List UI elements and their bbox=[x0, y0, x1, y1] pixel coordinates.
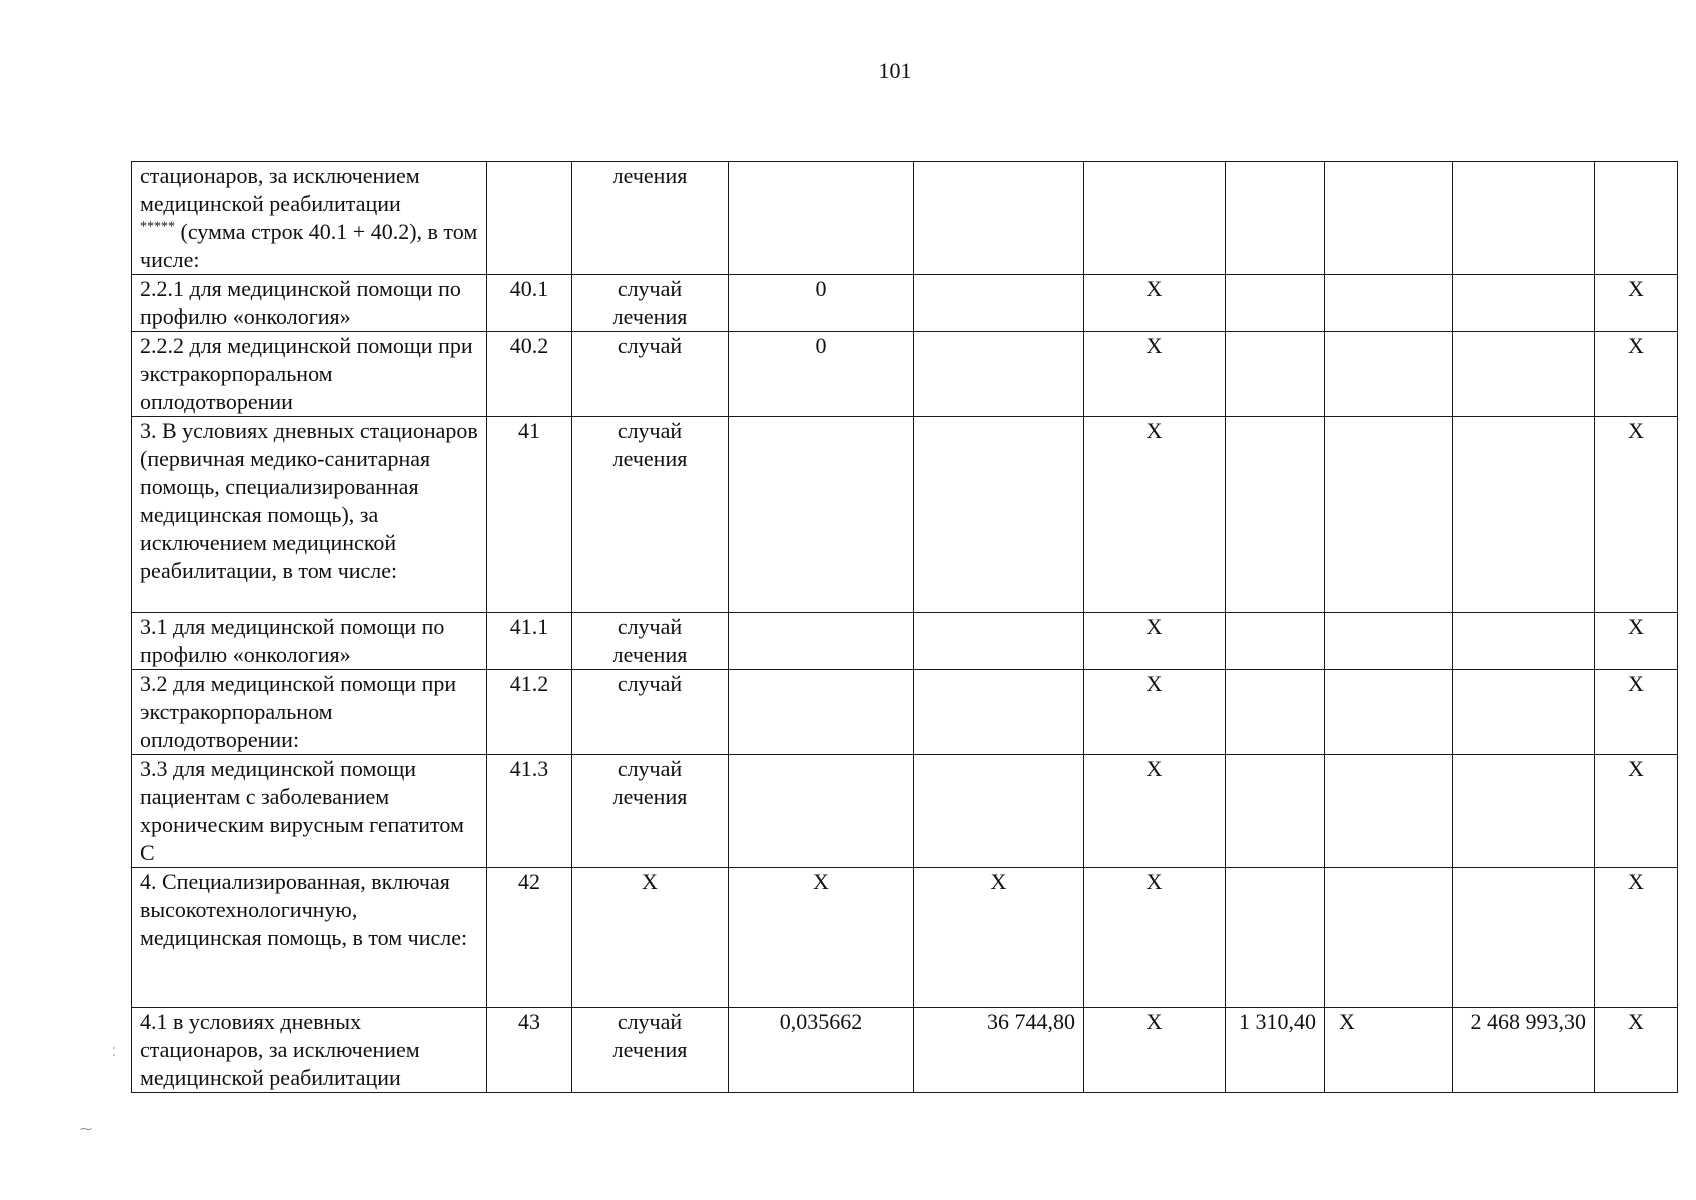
cell-row-number: 41 bbox=[487, 417, 572, 613]
table-row bbox=[132, 670, 1678, 755]
cell-c10 bbox=[1595, 162, 1678, 275]
cell-row-number: 40.2 bbox=[487, 332, 572, 417]
cell-c6 bbox=[1084, 162, 1226, 275]
cell-c5 bbox=[914, 613, 1084, 670]
cell-row-number: 41.1 bbox=[487, 613, 572, 670]
cell-unit: лечения bbox=[572, 162, 729, 275]
cell-name: стационаров, за исключением медицинской реабилитации ***** (сумма строк 40.1 + 40.2), в том числе: bbox=[132, 162, 487, 275]
cell-c7 bbox=[1226, 670, 1325, 755]
page-number: 101 bbox=[878, 58, 912, 83]
cell-c10: X bbox=[1595, 670, 1678, 755]
cell-c6: X bbox=[1084, 417, 1226, 613]
cell-name: 4. Специализированная, включая высокотехнологичную, медицинская помощь, в том числе: bbox=[132, 868, 487, 1008]
cell-c8 bbox=[1325, 670, 1453, 755]
cell-c8 bbox=[1325, 613, 1453, 670]
cell-name: 3.1 для медицинской помощи по профилю «онкология» bbox=[132, 613, 487, 670]
cell-c10: X bbox=[1595, 613, 1678, 670]
cell-c5: X bbox=[914, 868, 1084, 1008]
cell-c4 bbox=[729, 755, 914, 868]
cell-c6: X bbox=[1084, 613, 1226, 670]
cell-name: 2.2.1 для медицинской помощи по профилю «онкология» bbox=[132, 275, 487, 332]
cell-c9 bbox=[1453, 162, 1595, 275]
cell-c6: X bbox=[1084, 332, 1226, 417]
cell-name: 3. В условиях дневных стационаров (первичная медико-санитарная помощь, специализированная медицинская помощь), за исключением медицинской реабилитации, в том числе: bbox=[132, 417, 487, 613]
cell-c8 bbox=[1325, 755, 1453, 868]
cell-c8 bbox=[1325, 332, 1453, 417]
cell-unit: случай лечения bbox=[572, 613, 729, 670]
cell-row-number: 41.3 bbox=[487, 755, 572, 868]
cell-c8 bbox=[1325, 162, 1453, 275]
cell-row-number: 41.2 bbox=[487, 670, 572, 755]
cell-c7 bbox=[1226, 417, 1325, 613]
cell-c9 bbox=[1453, 275, 1595, 332]
cell-c10: X bbox=[1595, 755, 1678, 868]
cell-row-number: 40.1 bbox=[487, 275, 572, 332]
cell-unit: случай лечения bbox=[572, 1008, 729, 1093]
cell-c4 bbox=[729, 613, 914, 670]
cell-c9 bbox=[1453, 332, 1595, 417]
cell-row-number bbox=[487, 162, 572, 275]
cell-c5 bbox=[914, 417, 1084, 613]
cell-c10: X bbox=[1595, 868, 1678, 1008]
cell-c7 bbox=[1226, 275, 1325, 332]
cell-c9 bbox=[1453, 670, 1595, 755]
cell-c7 bbox=[1226, 162, 1325, 275]
scan-speck: ⁚ bbox=[112, 1045, 116, 1059]
cell-c7 bbox=[1226, 755, 1325, 868]
cell-c4: 0 bbox=[729, 332, 914, 417]
table-row bbox=[132, 332, 1678, 417]
cell-c9 bbox=[1453, 755, 1595, 868]
scan-speck: ⁓ bbox=[80, 1122, 92, 1136]
cell-c10: X bbox=[1595, 332, 1678, 417]
table-row bbox=[132, 275, 1678, 332]
cell-c6: X bbox=[1084, 1008, 1226, 1093]
cell-c10: X bbox=[1595, 275, 1678, 332]
cell-c6: X bbox=[1084, 755, 1226, 868]
cell-c4 bbox=[729, 417, 914, 613]
cell-c8 bbox=[1325, 868, 1453, 1008]
cell-name: 2.2.2 для медицинской помощи при экстракорпоральном оплодотворении bbox=[132, 332, 487, 417]
cell-name: 4.1 в условиях дневных стационаров, за исключением медицинской реабилитации bbox=[132, 1008, 487, 1093]
cell-row-number: 42 bbox=[487, 868, 572, 1008]
cell-c7 bbox=[1226, 332, 1325, 417]
cell-c4 bbox=[729, 670, 914, 755]
cell-c9 bbox=[1453, 868, 1595, 1008]
cell-c9 bbox=[1453, 613, 1595, 670]
cell-c5 bbox=[914, 275, 1084, 332]
cell-c7 bbox=[1226, 613, 1325, 670]
cell-c5 bbox=[914, 755, 1084, 868]
cell-c5: 36 744,80 bbox=[914, 1008, 1084, 1093]
table-row bbox=[132, 613, 1678, 670]
cell-c7 bbox=[1226, 868, 1325, 1008]
footnote-mark: ***** bbox=[140, 219, 175, 235]
table-row bbox=[132, 417, 1678, 613]
cell-c4: 0 bbox=[729, 275, 914, 332]
cell-unit: случай bbox=[572, 670, 729, 755]
cell-unit: случай лечения bbox=[572, 417, 729, 613]
cell-c5 bbox=[914, 670, 1084, 755]
cell-unit: случай лечения bbox=[572, 275, 729, 332]
cell-c6: X bbox=[1084, 670, 1226, 755]
cell-row-number: 43 bbox=[487, 1008, 572, 1093]
table-row bbox=[132, 868, 1678, 1008]
cell-unit: X bbox=[572, 868, 729, 1008]
cell-c5 bbox=[914, 332, 1084, 417]
cell-c10: X bbox=[1595, 417, 1678, 613]
cell-c6: X bbox=[1084, 868, 1226, 1008]
cell-c5 bbox=[914, 162, 1084, 275]
cell-unit: случай bbox=[572, 332, 729, 417]
cell-c9: 2 468 993,30 bbox=[1453, 1008, 1595, 1093]
table-row bbox=[132, 755, 1678, 868]
cell-c4: X bbox=[729, 868, 914, 1008]
cell-c8 bbox=[1325, 417, 1453, 613]
cell-c6: X bbox=[1084, 275, 1226, 332]
cell-c9 bbox=[1453, 417, 1595, 613]
indicators-table bbox=[131, 161, 1678, 1093]
cell-unit: случай лечения bbox=[572, 755, 729, 868]
cell-c4 bbox=[729, 162, 914, 275]
cell-name: 3.2 для медицинской помощи при экстракорпоральном оплодотворении: bbox=[132, 670, 487, 755]
table-row bbox=[132, 162, 1678, 275]
table-row bbox=[132, 1008, 1678, 1093]
cell-c7: 1 310,40 bbox=[1226, 1008, 1325, 1093]
cell-c8: X bbox=[1325, 1008, 1453, 1093]
cell-name: 3.3 для медицинской помощи пациентам с заболеванием хроническим вирусным гепатитом С bbox=[132, 755, 487, 868]
cell-c8 bbox=[1325, 275, 1453, 332]
cell-c10: X bbox=[1595, 1008, 1678, 1093]
cell-c4: 0,035662 bbox=[729, 1008, 914, 1093]
